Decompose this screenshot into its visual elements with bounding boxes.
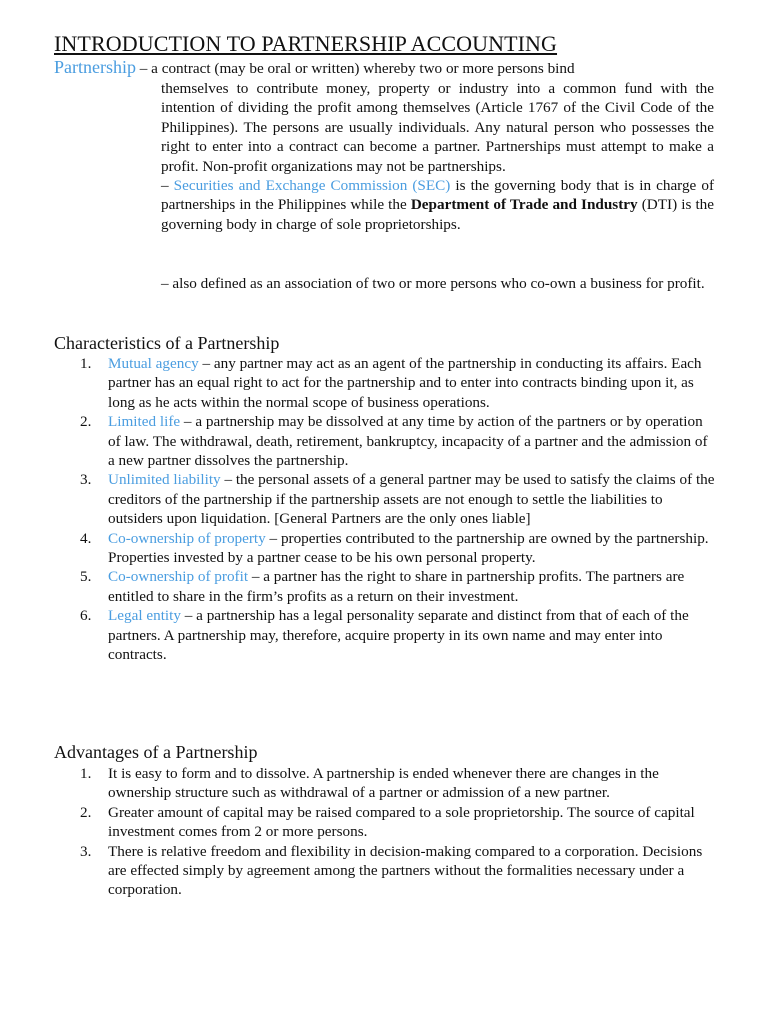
partnership-term: Partnership xyxy=(54,57,136,77)
characteristics-heading: Characteristics of a Partnership xyxy=(54,333,280,353)
list-item xyxy=(54,470,718,528)
characteristics-list xyxy=(54,354,718,665)
list-item xyxy=(54,764,718,803)
dti-term: Department of Trade and Industry xyxy=(410,196,638,214)
characteristic-text: – a partnership may be dissolved at any time by action of the partners or by operation of law. The withdrawal, death, retirement, bankruptcy, incapacity of a partner and the admission of a new partner dissolves the partnership. xyxy=(108,413,708,470)
intro-first-text: – a contract (may be oral or written) whereby two or more persons bind xyxy=(135,60,575,77)
characteristic-text: – properties contributed to the partnership are owned by the partnership. Properties invested by a partner cease to be his own personal property. xyxy=(108,529,709,567)
sec-mid-text: is the governing body that is in charge of partnerships in the Philippines while the xyxy=(161,177,715,214)
characteristic-term: Unlimited liability xyxy=(108,471,221,489)
intro-sec-paragraph xyxy=(161,176,714,234)
intro-continuation: themselves to contribute money, property or industry into a common fund with the intention of dividing the profit among themselves (Article 1767 of the Civil Code of the Philippines). The persons are usually individuals. Any natural person who possesses the right to enter into a contract can become a partner. Partnerships must attempt to make a profit. Non-profit organizations may not be partnerships. xyxy=(161,80,714,175)
list-item xyxy=(54,606,718,664)
list-item xyxy=(54,529,718,568)
item-number: 3. xyxy=(80,842,92,860)
item-number: 2. xyxy=(80,803,92,821)
characteristic-text: – any partner may act as an agent of the partnership in conducting its affairs. Each partner has an equal right to act for the partnership and to enter into contracts binding upon it, as long as he acts within the normal scope of business operations. xyxy=(108,355,702,411)
sec-dash: – xyxy=(161,177,174,195)
list-item xyxy=(54,842,718,900)
item-number: 5. xyxy=(80,568,92,586)
intro-also-defined xyxy=(54,274,714,293)
dti-abbr: (DTI) xyxy=(637,196,678,214)
list-item xyxy=(54,412,718,470)
characteristic-term: Co-ownership of property xyxy=(108,529,266,547)
sec-end-text: is the governing body in charge of sole proprietorships. xyxy=(161,196,715,233)
characteristic-text: – a partner has the right to share in partnership profits. The partners are entitled to share in the firm’s profits as a return on their investment. xyxy=(108,568,685,605)
characteristic-term: Mutual agency xyxy=(108,355,199,372)
list-item xyxy=(54,803,718,842)
advantage-text: Greater amount of capital may be raised compared to a sole proprietorship. The source of capital investment comes from 2 or more persons. xyxy=(108,803,695,841)
list-item xyxy=(54,354,718,412)
item-number: 4. xyxy=(80,529,92,547)
intro-definition-block xyxy=(161,79,714,234)
item-number: 2. xyxy=(80,413,92,431)
item-number: 6. xyxy=(80,607,92,625)
characteristic-text: – the personal assets of a general partner may be used to satisfy the claims of the creditors of the partnership if the partnership assets are not enough to settle the liabilities to outsiders upon liquidation. [General Partners are the only ones liable] xyxy=(108,471,715,528)
characteristic-text: – a partnership has a legal personality separate and distinct from that of each of the partners. A partnership may, therefore, acquire property in its own name and may enter into contracts. xyxy=(108,607,689,664)
characteristic-term: Legal entity xyxy=(108,607,181,625)
item-number: 3. xyxy=(80,471,92,489)
advantage-text: It is easy to form and to dissolve. A partnership is ended whenever there are changes in the ownership structure such as withdrawal of a partner or admission of a new partner. xyxy=(108,765,659,802)
characteristic-term: Co-ownership of profit xyxy=(108,568,249,586)
sec-term: Securities and Exchange Commission (SEC) xyxy=(173,177,451,195)
list-item xyxy=(54,567,718,606)
item-number: 1. xyxy=(80,765,92,782)
advantage-text: There is relative freedom and flexibility in decision-making compared to a corporation. Decisions are effected simply by agreement among the partners without the formalities necessary under a corporation. xyxy=(108,842,703,899)
also-defined-text: – also defined as an association of two or more persons who co-own a business for profit. xyxy=(161,275,705,292)
advantages-list xyxy=(54,764,718,900)
advantages-heading: Advantages of a Partnership xyxy=(54,742,258,762)
characteristic-term: Limited life xyxy=(108,413,181,431)
document-title: INTRODUCTION TO PARTNERSHIP ACCOUNTING xyxy=(54,31,558,56)
intro-first-line xyxy=(54,58,714,78)
item-number: 1. xyxy=(80,355,92,372)
